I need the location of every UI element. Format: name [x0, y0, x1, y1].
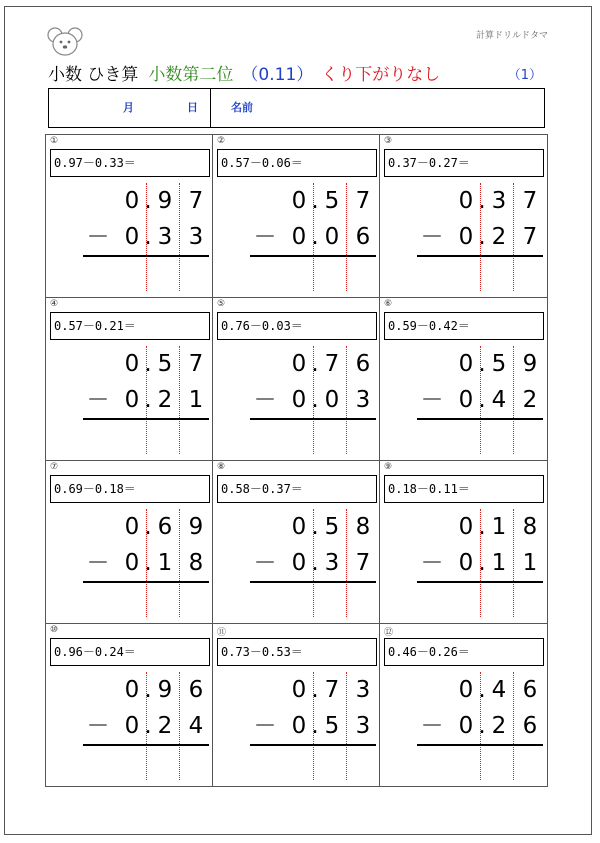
top-digit: 5	[324, 514, 340, 540]
decimal-point: .	[311, 550, 319, 576]
problem-grid	[45, 134, 548, 787]
decimal-point: .	[311, 387, 319, 413]
answer-rule	[417, 581, 543, 583]
top-digit: 0	[124, 514, 140, 540]
minus-sign: －	[420, 387, 444, 413]
top-digit: 0	[291, 188, 307, 214]
bottom-digit: 3	[157, 224, 173, 250]
top-digit: 5	[157, 351, 173, 377]
top-digit: 6	[188, 677, 204, 703]
bottom-digit: 2	[522, 387, 538, 413]
minus-sign: －	[86, 713, 110, 739]
title-part-no-borrow: くり下がりなし	[321, 65, 441, 85]
bottom-digit: 1	[157, 550, 173, 576]
minus-sign: －	[253, 550, 277, 576]
top-digit: 0	[458, 351, 474, 377]
bottom-digit: 0	[291, 224, 307, 250]
problem-number: ④	[50, 299, 59, 309]
problem-expression: 0.76－0.03＝	[217, 312, 377, 340]
decimal-point: .	[478, 713, 486, 739]
bottom-digit: 4	[188, 713, 204, 739]
answer-area[interactable]	[442, 422, 542, 454]
decimal-point: .	[144, 713, 152, 739]
minus-sign: －	[420, 224, 444, 250]
decimal-point: .	[478, 188, 486, 214]
minus-sign: －	[86, 224, 110, 250]
top-digit: 9	[157, 677, 173, 703]
answer-area[interactable]	[108, 748, 208, 780]
bottom-digit: 2	[491, 224, 507, 250]
answer-rule	[250, 581, 376, 583]
problem-number: ⑦	[50, 462, 59, 472]
problem-cell	[380, 461, 547, 624]
answer-area[interactable]	[275, 259, 375, 291]
bottom-digit: 0	[458, 550, 474, 576]
bottom-digit: 3	[188, 224, 204, 250]
bottom-digit: 0	[291, 550, 307, 576]
top-digit: 0	[124, 677, 140, 703]
top-digit: 7	[324, 351, 340, 377]
bottom-digit: 0	[124, 224, 140, 250]
bottom-digit: 8	[188, 550, 204, 576]
top-digit: 5	[324, 188, 340, 214]
top-digit: 5	[491, 351, 507, 377]
name-field[interactable]	[264, 93, 539, 123]
page-number: （1）	[507, 68, 542, 83]
month-label: 月	[123, 101, 134, 114]
problem-expression: 0.69－0.18＝	[50, 475, 210, 503]
minus-sign: －	[253, 713, 277, 739]
decimal-point: .	[311, 224, 319, 250]
top-digit: 8	[522, 514, 538, 540]
minus-sign: －	[420, 550, 444, 576]
decimal-point: .	[311, 188, 319, 214]
problem-expression: 0.58－0.37＝	[217, 475, 377, 503]
problem-number: ⑨	[384, 462, 393, 472]
answer-rule	[250, 418, 376, 420]
problem-expression: 0.73－0.53＝	[217, 638, 377, 666]
top-digit: 7	[188, 351, 204, 377]
top-digit: 3	[355, 677, 371, 703]
problem-cell	[46, 298, 213, 461]
top-digit: 9	[522, 351, 538, 377]
bottom-digit: 0	[124, 713, 140, 739]
decimal-point: .	[478, 550, 486, 576]
decimal-point: .	[311, 514, 319, 540]
decimal-point: .	[144, 224, 152, 250]
bottom-digit: 0	[124, 550, 140, 576]
minus-sign: －	[86, 550, 110, 576]
problem-number: ①	[50, 136, 59, 146]
problem-cell	[46, 135, 213, 298]
problem-cell	[380, 624, 547, 787]
decimal-point: .	[144, 188, 152, 214]
bottom-digit: 3	[324, 550, 340, 576]
top-digit: 1	[491, 514, 507, 540]
decimal-point: .	[144, 514, 152, 540]
top-digit: 6	[522, 677, 538, 703]
problem-cell	[213, 298, 380, 461]
problem-cell	[213, 135, 380, 298]
problem-expression: 0.37－0.27＝	[384, 149, 544, 177]
brand-label: 計算ドリルドタマ	[475, 31, 548, 41]
mouse-logo-icon	[46, 26, 84, 58]
problem-number: ⑩	[50, 625, 59, 635]
top-digit: 7	[522, 188, 538, 214]
problem-cell	[380, 135, 547, 298]
bottom-digit: 1	[188, 387, 204, 413]
problem-expression: 0.57－0.21＝	[50, 312, 210, 340]
bottom-digit: 4	[491, 387, 507, 413]
bottom-digit: 2	[157, 387, 173, 413]
title-part-range: （0.11）	[241, 65, 314, 85]
problem-cell	[46, 461, 213, 624]
problem-expression: 0.97－0.33＝	[50, 149, 210, 177]
decimal-point: .	[478, 351, 486, 377]
top-digit: 0	[291, 677, 307, 703]
decimal-point: .	[478, 224, 486, 250]
header-box	[48, 88, 545, 128]
minus-sign: －	[420, 713, 444, 739]
top-digit: 3	[491, 188, 507, 214]
title-part-decimal-place: 小数第二位	[148, 65, 234, 85]
decimal-point: .	[144, 351, 152, 377]
decimal-point: .	[478, 514, 486, 540]
decimal-point: .	[144, 677, 152, 703]
answer-rule	[250, 744, 376, 746]
problem-number: ⑧	[217, 462, 226, 472]
bottom-digit: 0	[458, 224, 474, 250]
decimal-point: .	[311, 351, 319, 377]
bottom-digit: 1	[491, 550, 507, 576]
bottom-digit: 0	[291, 713, 307, 739]
top-digit: 4	[491, 677, 507, 703]
top-digit: 8	[355, 514, 371, 540]
bottom-digit: 6	[522, 713, 538, 739]
bottom-digit: 3	[355, 387, 371, 413]
answer-area[interactable]	[442, 748, 542, 780]
answer-rule	[250, 255, 376, 257]
top-digit: 6	[157, 514, 173, 540]
problem-number: ⑤	[217, 299, 226, 309]
worksheet-title	[48, 60, 548, 86]
name-label: 名前	[231, 101, 253, 114]
bottom-digit: 0	[291, 387, 307, 413]
decimal-point: .	[144, 550, 152, 576]
answer-area[interactable]	[442, 259, 542, 291]
answer-rule	[83, 581, 209, 583]
bottom-digit: 2	[157, 713, 173, 739]
top-digit: 7	[324, 677, 340, 703]
answer-rule	[83, 255, 209, 257]
answer-area[interactable]	[275, 585, 375, 617]
answer-rule	[417, 418, 543, 420]
day-label: 日	[187, 101, 198, 114]
problem-number: ⑪	[217, 628, 227, 638]
decimal-point: .	[144, 387, 152, 413]
bottom-digit: 2	[491, 713, 507, 739]
problem-cell	[46, 624, 213, 787]
problem-number: ⑥	[384, 299, 393, 309]
top-digit: 0	[124, 188, 140, 214]
top-digit: 9	[188, 514, 204, 540]
bottom-digit: 0	[324, 224, 340, 250]
bottom-digit: 0	[458, 713, 474, 739]
answer-area[interactable]	[108, 585, 208, 617]
answer-rule	[417, 255, 543, 257]
problem-expression: 0.46－0.26＝	[384, 638, 544, 666]
bottom-digit: 0	[124, 387, 140, 413]
problem-number: ③	[384, 136, 393, 146]
answer-rule	[83, 418, 209, 420]
bottom-digit: 3	[355, 713, 371, 739]
top-digit: 0	[458, 677, 474, 703]
title-part-subtraction: 小数 ひき算	[48, 65, 139, 85]
problem-number: ②	[217, 136, 226, 146]
top-digit: 6	[355, 351, 371, 377]
decimal-point: .	[478, 387, 486, 413]
top-digit: 7	[188, 188, 204, 214]
answer-rule	[83, 744, 209, 746]
minus-sign: －	[253, 224, 277, 250]
bottom-digit: 6	[355, 224, 371, 250]
problem-cell	[380, 298, 547, 461]
top-digit: 0	[291, 514, 307, 540]
problem-expression: 0.96－0.24＝	[50, 638, 210, 666]
answer-area[interactable]	[108, 259, 208, 291]
minus-sign: －	[253, 387, 277, 413]
answer-rule	[417, 744, 543, 746]
top-digit: 0	[458, 514, 474, 540]
problem-number: ⑫	[384, 628, 394, 638]
problem-cell	[213, 461, 380, 624]
top-digit: 7	[355, 188, 371, 214]
bottom-digit: 1	[522, 550, 538, 576]
decimal-point: .	[478, 677, 486, 703]
problem-expression: 0.57－0.06＝	[217, 149, 377, 177]
top-digit: 0	[124, 351, 140, 377]
decimal-point: .	[311, 677, 319, 703]
top-digit: 0	[291, 351, 307, 377]
bottom-digit: 0	[458, 387, 474, 413]
problem-expression: 0.18－0.11＝	[384, 475, 544, 503]
problem-expression: 0.59－0.42＝	[384, 312, 544, 340]
top-digit: 0	[458, 188, 474, 214]
bottom-digit: 0	[324, 387, 340, 413]
minus-sign: －	[86, 387, 110, 413]
answer-area[interactable]	[275, 748, 375, 780]
problem-cell	[213, 624, 380, 787]
bottom-digit: 7	[522, 224, 538, 250]
bottom-digit: 7	[355, 550, 371, 576]
answer-area[interactable]	[108, 422, 208, 454]
top-digit: 9	[157, 188, 173, 214]
bottom-digit: 5	[324, 713, 340, 739]
decimal-point: .	[311, 713, 319, 739]
answer-area[interactable]	[442, 585, 542, 617]
header-divider	[210, 89, 211, 127]
answer-area[interactable]	[275, 422, 375, 454]
